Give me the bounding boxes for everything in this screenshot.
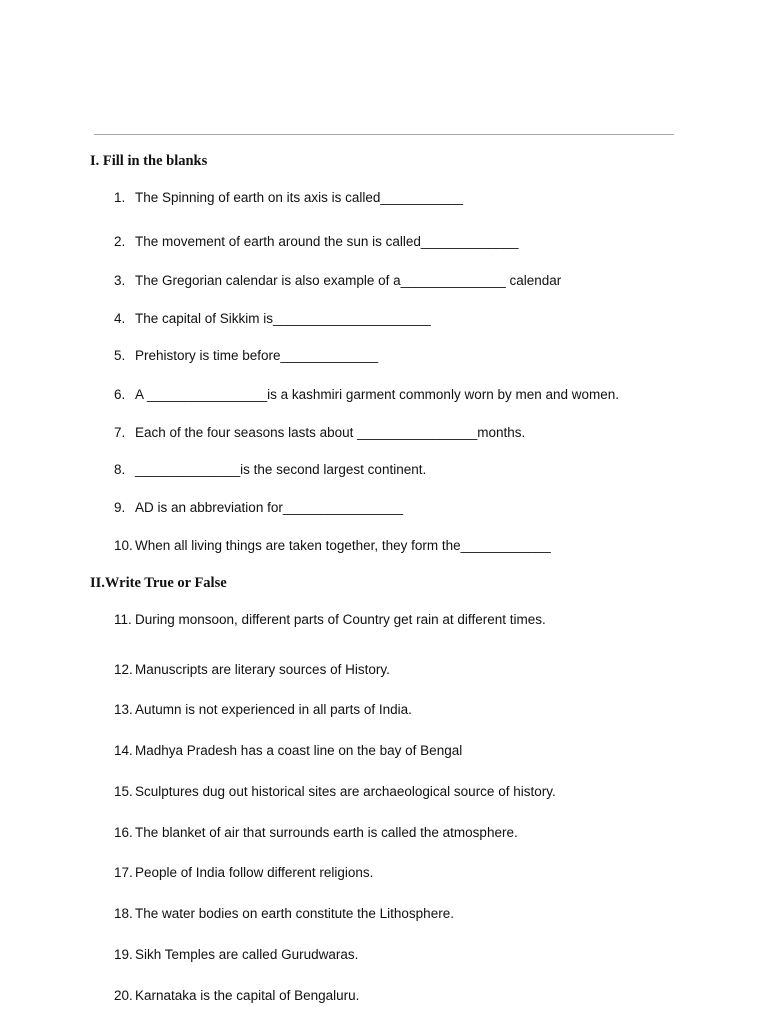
question-item bbox=[114, 783, 556, 801]
question-number: 5. bbox=[114, 348, 126, 363]
question-text: Autumn is not experienced in all parts of India. bbox=[135, 702, 412, 717]
question-number: 7. bbox=[114, 425, 126, 440]
question-text: The Spinning of earth on its axis is called___________ bbox=[135, 190, 463, 205]
question-text: During monsoon, different parts of Country get rain at different times. bbox=[135, 612, 546, 627]
question-number: 8. bbox=[114, 462, 126, 477]
section-title-fill-blanks: I. Fill in the blanks bbox=[90, 153, 208, 169]
question-number: 17. bbox=[114, 865, 133, 880]
question-number: 10. bbox=[114, 538, 133, 553]
question-text: A ________________is a kashmiri garment commonly worn by men and women. bbox=[135, 387, 620, 402]
question-text: When all living things are taken together, they form the____________ bbox=[135, 538, 551, 553]
question-text: ______________is the second largest continent. bbox=[135, 462, 427, 477]
question-item bbox=[114, 701, 412, 719]
question-item bbox=[114, 987, 359, 1005]
question-text: Manuscripts are literary sources of History. bbox=[135, 662, 390, 677]
question-text: The movement of earth around the sun is called_____________ bbox=[135, 234, 519, 249]
question-item bbox=[114, 742, 462, 760]
question-number: 2. bbox=[114, 234, 126, 249]
question-item bbox=[114, 272, 561, 290]
header-divider bbox=[94, 134, 674, 135]
question-text: AD is an abbreviation for________________ bbox=[135, 500, 403, 515]
question-number: 18. bbox=[114, 906, 133, 921]
question-item bbox=[114, 189, 463, 207]
question-number: 11. bbox=[114, 612, 132, 627]
question-number: 1. bbox=[114, 190, 126, 205]
question-number: 20. bbox=[114, 988, 133, 1003]
question-text: Prehistory is time before_____________ bbox=[135, 348, 379, 363]
question-number: 13. bbox=[114, 702, 133, 717]
question-text: People of India follow different religions. bbox=[135, 865, 374, 880]
section-title-true-false: II.Write True or False bbox=[90, 575, 227, 591]
question-text: The water bodies on earth constitute the Lithosphere. bbox=[135, 906, 454, 921]
question-item bbox=[114, 386, 619, 404]
question-item bbox=[114, 864, 373, 882]
question-item bbox=[114, 661, 390, 679]
question-item bbox=[114, 499, 403, 517]
question-item bbox=[114, 347, 378, 365]
question-number: 15. bbox=[114, 784, 133, 799]
question-item bbox=[114, 946, 358, 964]
question-item bbox=[114, 905, 454, 923]
question-item bbox=[114, 424, 525, 442]
question-number: 16. bbox=[114, 825, 133, 840]
question-text: Sculptures dug out historical sites are archaeological source of history. bbox=[135, 784, 556, 799]
question-text: The Gregorian calendar is also example of a______________ calendar bbox=[135, 273, 562, 288]
question-item bbox=[114, 824, 518, 842]
question-number: 3. bbox=[114, 273, 126, 288]
question-number: 12. bbox=[114, 662, 133, 677]
question-item bbox=[114, 310, 431, 328]
question-item bbox=[114, 461, 426, 479]
question-text: Sikh Temples are called Gurudwaras. bbox=[135, 947, 359, 962]
question-number: 19. bbox=[114, 947, 133, 962]
question-item bbox=[114, 611, 546, 629]
question-text: The blanket of air that surrounds earth is called the atmosphere. bbox=[135, 825, 518, 840]
question-text: Karnataka is the capital of Bengaluru. bbox=[135, 988, 360, 1003]
question-number: 14. bbox=[114, 743, 133, 758]
question-text: Madhya Pradesh has a coast line on the bay of Bengal bbox=[135, 743, 463, 758]
question-text: The capital of Sikkim is_____________________ bbox=[135, 311, 431, 326]
question-number: 9. bbox=[114, 500, 126, 515]
question-item bbox=[114, 537, 551, 555]
question-number: 6. bbox=[114, 387, 126, 402]
question-text: Each of the four seasons lasts about ________________months. bbox=[135, 425, 526, 440]
question-number: 4. bbox=[114, 311, 126, 326]
question-item bbox=[114, 233, 519, 251]
